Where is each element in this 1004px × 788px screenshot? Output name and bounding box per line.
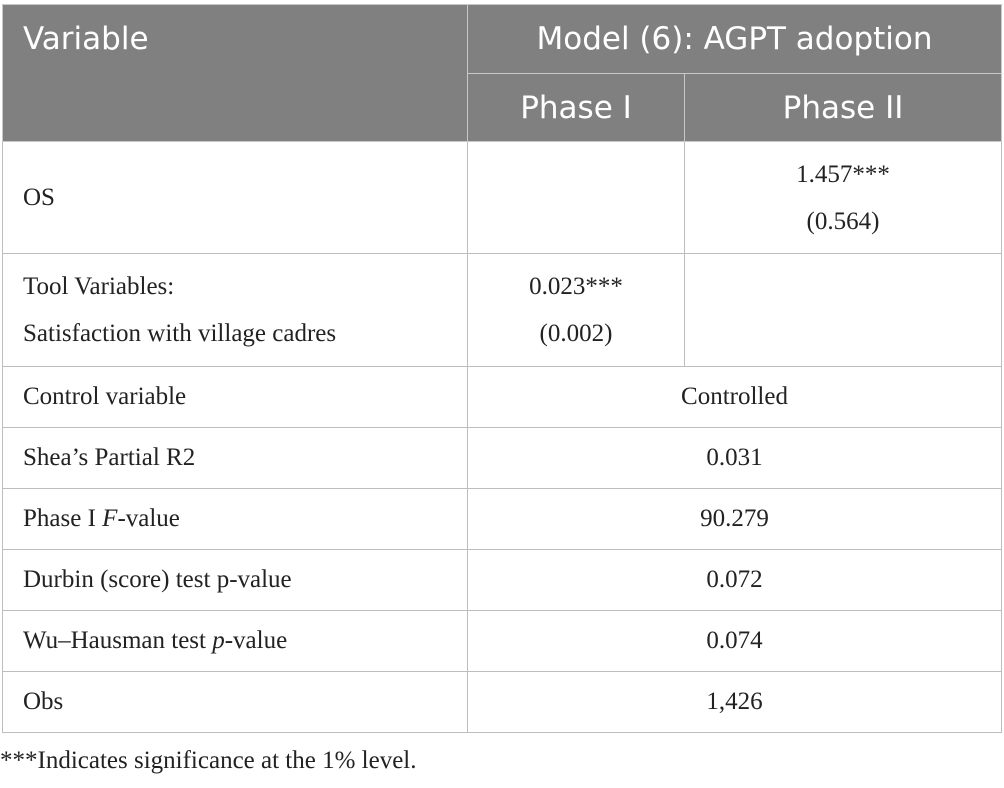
header-variable: Variable xyxy=(3,5,468,142)
table-row xyxy=(3,428,1002,489)
table-row xyxy=(3,489,1002,550)
row-label-text: Phase I xyxy=(23,505,103,532)
row-label xyxy=(3,489,468,550)
row-label: Shea’s Partial R2 xyxy=(3,428,468,489)
header-phase-1: Phase I xyxy=(468,74,685,142)
row-value: 90.279 xyxy=(468,489,1002,550)
standard-error: (0.564) xyxy=(806,207,880,235)
row-label-italic: p xyxy=(212,627,225,654)
row-label: OS xyxy=(3,142,468,254)
row-label-text: Wu–Hausman test xyxy=(23,627,213,654)
table-row xyxy=(3,254,1002,367)
table-row xyxy=(3,550,1002,611)
coefficient: 0.023*** xyxy=(529,273,623,300)
row-label-line-2: Satisfaction with village cadres xyxy=(23,320,337,347)
row-label-line-1: Tool Variables: xyxy=(23,273,175,300)
cell-phase-2 xyxy=(685,254,1002,367)
row-value: 1,426 xyxy=(468,672,1002,733)
cell-phase-2 xyxy=(685,142,1002,254)
row-label-suffix: -value xyxy=(224,627,288,654)
coefficient: 1.457*** xyxy=(796,160,890,188)
row-value: 0.031 xyxy=(468,428,1002,489)
row-value: 0.074 xyxy=(468,611,1002,672)
standard-error: (0.002) xyxy=(539,320,613,347)
row-label-italic: F xyxy=(102,505,118,532)
table-row xyxy=(3,142,1002,254)
row-label: Control variable xyxy=(3,367,468,428)
row-label: Obs xyxy=(3,672,468,733)
results-table xyxy=(2,4,1002,733)
row-label xyxy=(3,254,468,367)
row-label: Durbin (score) test p-value xyxy=(3,550,468,611)
cell-phase-1 xyxy=(468,254,685,367)
header-model: Model (6): AGPT adoption xyxy=(468,5,1002,74)
cell-phase-1 xyxy=(468,142,685,254)
table-row xyxy=(3,672,1002,733)
table-footnote: ***Indicates significance at the 1% level. xyxy=(0,747,417,774)
header-phase-2: Phase II xyxy=(685,74,1002,142)
row-label xyxy=(3,611,468,672)
table-row xyxy=(3,611,1002,672)
row-value: 0.072 xyxy=(468,550,1002,611)
table-row xyxy=(3,367,1002,428)
row-label-suffix: -value xyxy=(117,505,180,532)
row-value: Controlled xyxy=(468,367,1002,428)
